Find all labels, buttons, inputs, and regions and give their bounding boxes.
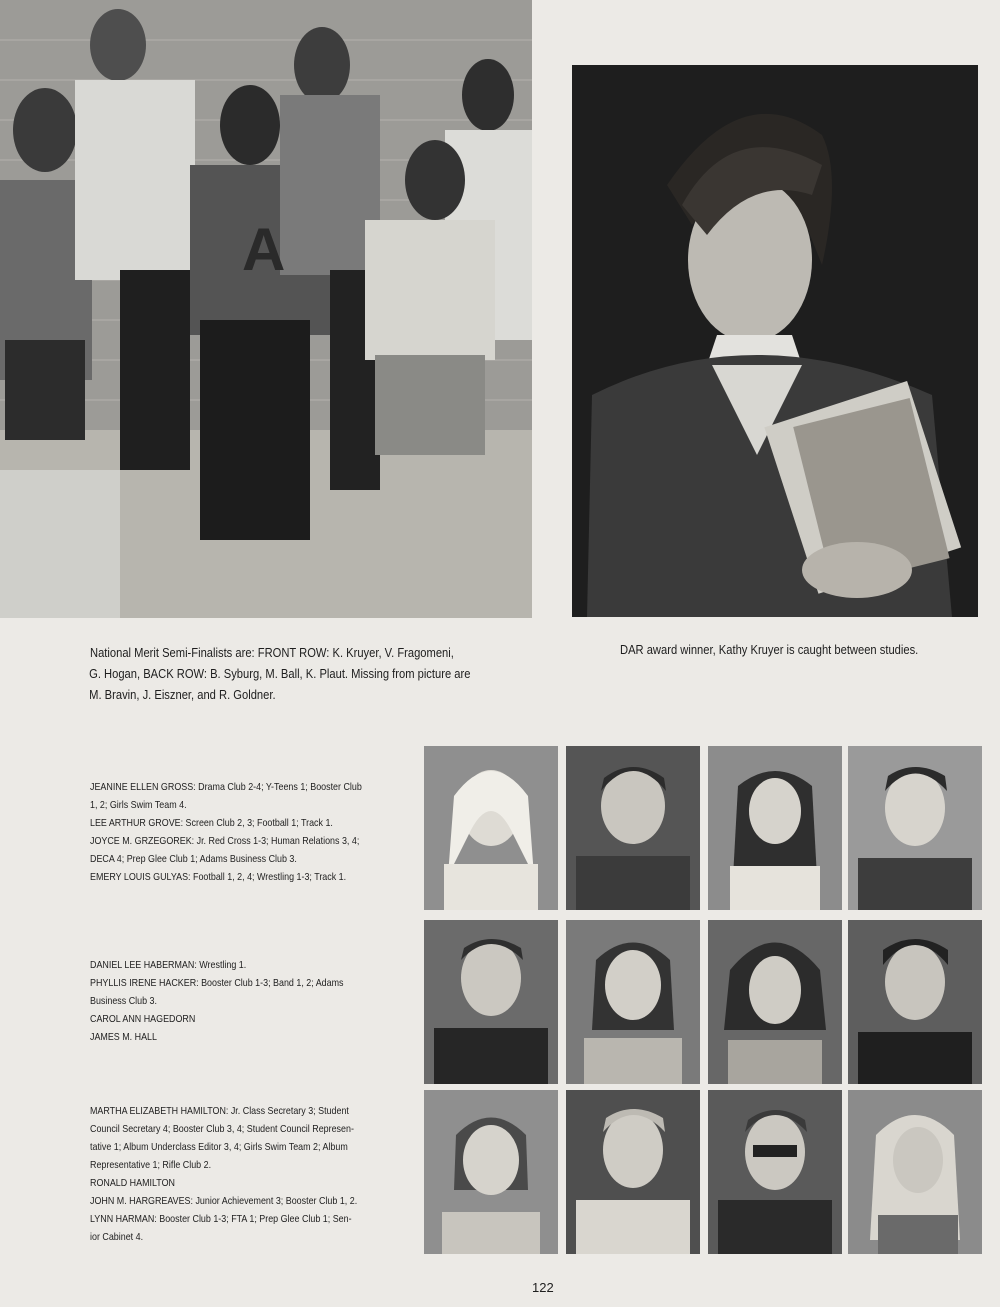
dar-photo-image: [572, 65, 978, 617]
bio-line: EMERY LOUIS GULYAS: Football 1, 2, 4; Wrestling 1-3; Track 1.: [90, 871, 347, 883]
bio-line: PHYLLIS IRENE HACKER: Booster Club 1-3; Band 1, 2; Adams: [90, 977, 344, 989]
group-caption-line-2: G. Hogan, BACK ROW: B. Syburg, M. Ball, K. Plaut. Missing from picture are: [89, 666, 471, 681]
portrait-photo: [566, 920, 700, 1084]
page-number: 122: [532, 1280, 554, 1295]
letter-a-sweater: A: [242, 216, 286, 283]
bio-line: JOHN M. HARGREAVES: Junior Achievement 3; Booster Club 1, 2.: [90, 1195, 358, 1207]
group-caption-line-1: National Merit Semi-Finalists are: FRONT ROW: K. Kruyer, V. Fragomeni,: [90, 645, 454, 660]
portrait-photo: [848, 746, 982, 910]
portrait-photo: [424, 920, 558, 1084]
dar-caption: DAR award winner, Kathy Kruyer is caught between studies.: [620, 642, 919, 657]
bio-line: tative 1; Album Underclass Editor 3, 4; Girls Swim Team 2; Album: [90, 1141, 348, 1153]
bio-group-2: [90, 956, 396, 1046]
portrait-photo: [424, 1090, 558, 1254]
portrait-photo: [708, 746, 842, 910]
group-caption: [90, 642, 524, 705]
group-photo: [0, 0, 532, 618]
bio-line: LYNN HARMAN: Booster Club 1-3; FTA 1; Prep Glee Club 1; Sen-: [90, 1213, 352, 1225]
bio-line: DECA 4; Prep Glee Club 1; Adams Business Club 3.: [90, 853, 297, 865]
portrait-photo: [848, 1090, 982, 1254]
bio-line: 1, 2; Girls Swim Team 4.: [90, 799, 187, 811]
bio-line: LEE ARTHUR GROVE: Screen Club 2, 3; Football 1; Track 1.: [90, 817, 333, 829]
portrait-photo: [424, 746, 558, 910]
bio-line: MARTHA ELIZABETH HAMILTON: Jr. Class Secretary 3; Student: [90, 1105, 349, 1117]
portrait-photo: [708, 1090, 842, 1254]
bio-line: JEANINE ELLEN GROSS: Drama Club 2-4; Y-Teens 1; Booster Club: [90, 781, 362, 793]
portrait-photo: [708, 920, 842, 1084]
portrait-photo: [566, 746, 700, 910]
bio-line: Representative 1; Rifle Club 2.: [90, 1159, 212, 1171]
bio-line: JOYCE M. GRZEGOREK: Jr. Red Cross 1-3; Human Relations 3, 4;: [90, 835, 360, 847]
bio-line: JAMES M. HALL: [90, 1031, 157, 1043]
portrait-photo: [848, 920, 982, 1084]
bio-group-3: [90, 1102, 396, 1246]
bio-line: CAROL ANN HAGEDORN: [90, 1013, 196, 1025]
group-photo-image: [0, 0, 532, 618]
bio-line: Council Secretary 4; Booster Club 3, 4; Student Council Represen-: [90, 1123, 354, 1135]
bio-line: ior Cabinet 4.: [90, 1231, 144, 1243]
bio-line: Business Club 3.: [90, 995, 157, 1007]
bio-line: RONALD HAMILTON: [90, 1177, 175, 1189]
portrait-photo: [566, 1090, 700, 1254]
dar-photo: [572, 65, 978, 617]
bio-line: DANIEL LEE HABERMAN: Wrestling 1.: [90, 959, 247, 971]
group-caption-line-3: M. Bravin, J. Eiszner, and R. Goldner.: [89, 687, 276, 702]
bio-group-1: [90, 778, 396, 886]
